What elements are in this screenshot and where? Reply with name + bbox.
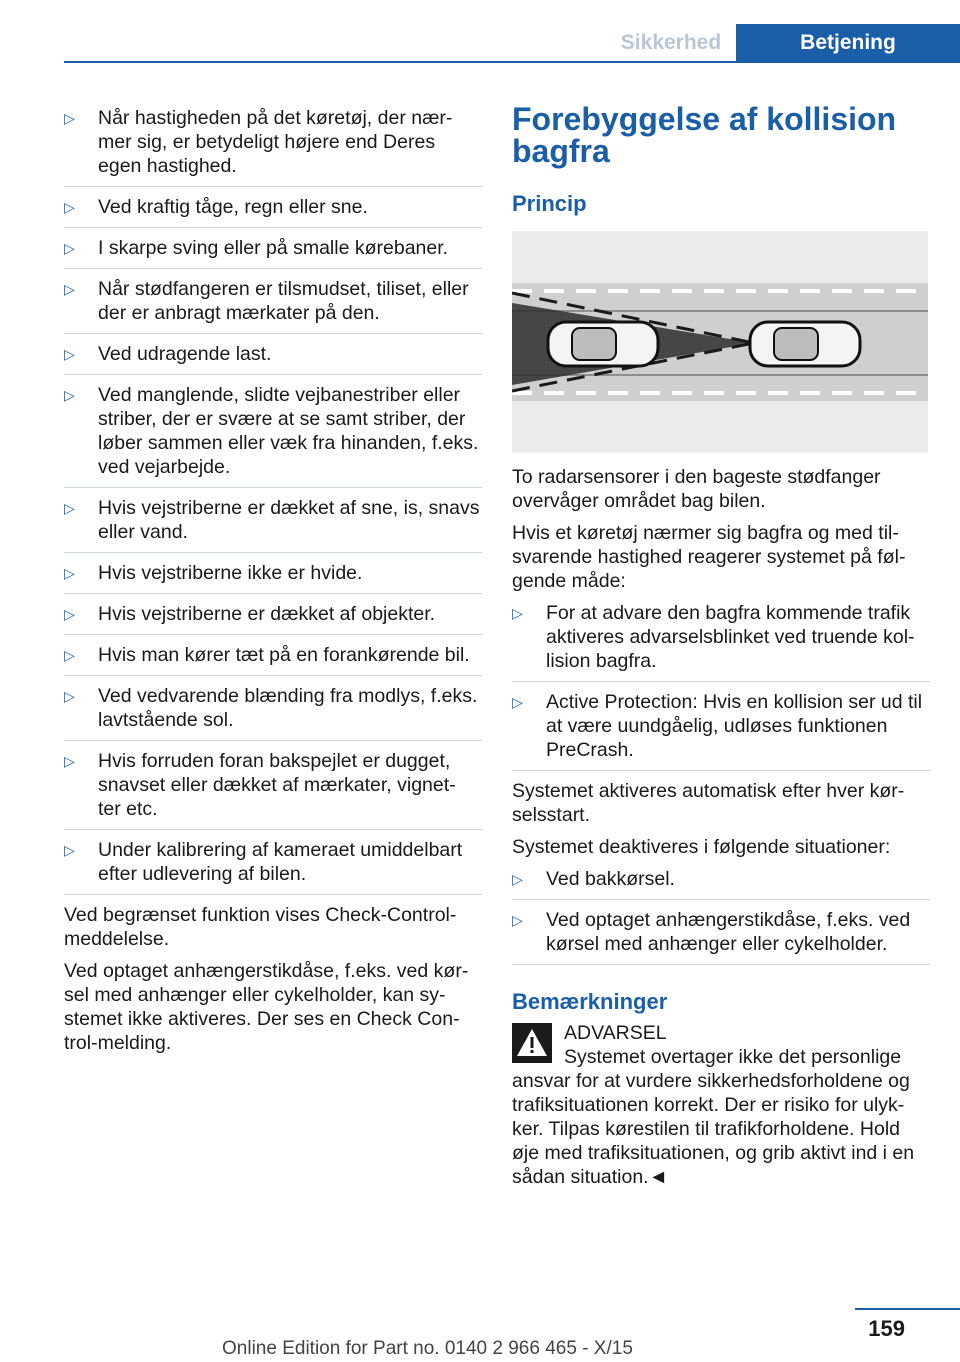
list-item: ▷ Active Protection: Hvis en kollision ser ud til at være uundgåelig, udløses funktionen PreCrash. [512, 690, 930, 771]
bullet-arrow-icon: ▷ [512, 871, 523, 887]
list-item: ▷ Ved manglende, slidte vejbanestriber eller striber, der er svære at se samt striber, der løber sammen eller væk fra hinanden, f.eks. ved vejarbejde. [64, 383, 482, 488]
bullet-arrow-icon: ▷ [64, 500, 75, 516]
warning-triangle-icon [512, 1023, 552, 1063]
road-diagram [512, 231, 928, 453]
subheading-notes: Bemærkninger [512, 989, 668, 1014]
rear-collision-illustration [512, 231, 928, 453]
header-rule [64, 61, 960, 63]
limitations-list [64, 106, 482, 895]
bullet-arrow-icon: ▷ [512, 605, 523, 621]
list-item: ▷ Hvis man kører tæt på en forankørende bil. [64, 643, 482, 676]
list-item: ▷ Hvis vejstriberne ikke er hvide. [64, 561, 482, 594]
bullet-arrow-icon: ▷ [64, 199, 75, 215]
bullet-arrow-icon: ▷ [64, 565, 75, 581]
list-item: ▷ Ved vedvarende blænding fra modlys, f.eks. lavtstående sol. [64, 684, 482, 741]
list-item: ▷ Under kalibrering af kameraet umiddelbart efter udlevering af bilen. [64, 838, 482, 895]
trailer-socket-note: Ved optaget anhængerstikdåse, f.eks. ved kør‐ sel med anhænger eller cykelholder, kan sy‐ stemet ikke aktiveres. Der ses en Check Con‐ trol-melding. [64, 960, 469, 1054]
bullet-arrow-icon: ▷ [64, 842, 75, 858]
list-item: ▷ Hvis vejstriberne er dækket af sne, is, snavs eller vand. [64, 496, 482, 553]
left-column [64, 106, 482, 1063]
check-control-note: Ved begrænset funktion vises Check-Control- meddelelse. [64, 904, 457, 950]
activation-paragraph: Systemet aktiveres automatisk efter hver kør‐ selsstart. [512, 780, 905, 826]
bullet-arrow-icon: ▷ [512, 912, 523, 928]
list-item: ▷ Ved optaget anhængerstikdåse, f.eks. ved kørsel med anhænger eller cykelholder. [512, 908, 930, 965]
list-item: ▷ I skarpe sving eller på smalle kørebaner. [64, 236, 482, 269]
page-number: 159 [868, 1316, 905, 1341]
list-item: ▷ Ved bakkørsel. [512, 867, 930, 900]
right-column [512, 103, 930, 1189]
bullet-arrow-icon: ▷ [64, 346, 75, 362]
bullet-arrow-icon: ▷ [64, 688, 75, 704]
bullet-arrow-icon: ▷ [512, 694, 523, 710]
sensors-paragraph: To radarsensorer i den bageste stødfanger overvåger området bag bilen. [512, 466, 881, 512]
list-item: ▷ Ved kraftig tåge, regn eller sne. [64, 195, 482, 228]
bullet-arrow-icon: ▷ [64, 647, 75, 663]
list-item: ▷ Hvis forruden foran bakspejlet er dugget, snavset eller dækket af mærkater, vignet‐ ter etc. [64, 749, 482, 830]
bullet-arrow-icon: ▷ [64, 110, 75, 126]
list-item: ▷ Når hastigheden på det køretøj, der nær‐ mer sig, er betydeligt højere end Deres egen hastighed. [64, 106, 482, 187]
reaction-list [512, 601, 930, 771]
warning-title: ADVARSEL [564, 1022, 667, 1044]
page-header [0, 0, 960, 62]
edition-text: Online Edition for Part no. 0140 2 966 465 - X/15 [222, 1338, 633, 1359]
bullet-arrow-icon: ▷ [64, 240, 75, 256]
deactivation-list [512, 867, 930, 965]
bullet-arrow-icon: ▷ [64, 753, 75, 769]
list-item: ▷ For at advare den bagfra kommende trafik aktiveres advarselsblinket ved truende kol‐ lision bagfra. [512, 601, 930, 682]
list-item: ▷ Ved udragende last. [64, 342, 482, 375]
tab-sikkerhed[interactable]: Sikkerhed [620, 31, 722, 54]
bullet-arrow-icon: ▷ [64, 387, 75, 403]
section-heading: Forebyggelse af kollision bagfra [512, 101, 897, 169]
warning-text: Systemet overtager ikke det personlige ansvar for at vurdere sikkerhedsforholdene og trafiksituationen korrekt. Der er risiko for ulyk‐ ker. Tilpas kørestilen til trafikforholdene. Hold øje med trafiksituationen, og grib aktivt ind i en sådan situation.◄ [512, 1046, 915, 1188]
footer-rule [855, 1308, 960, 1310]
list-item: ▷ Når stødfangeren er tilsmudset, tiliset, eller der er anbragt mærkater på den. [64, 277, 482, 334]
bullet-arrow-icon: ▷ [64, 606, 75, 622]
list-item: ▷ Hvis vejstriberne er dækket af objekter. [64, 602, 482, 635]
subheading-principle: Princip [512, 191, 587, 216]
approach-paragraph: Hvis et køretøj nærmer sig bagfra og med til‐ svarende hastighed reagerer systemet på føl‐ gende måde: [512, 522, 906, 592]
bullet-arrow-icon: ▷ [64, 281, 75, 297]
tab-betjening[interactable]: Betjening [736, 24, 960, 62]
warning-block [512, 1021, 930, 1045]
deactivation-paragraph: Systemet deaktiveres i følgende situationer: [512, 836, 891, 858]
